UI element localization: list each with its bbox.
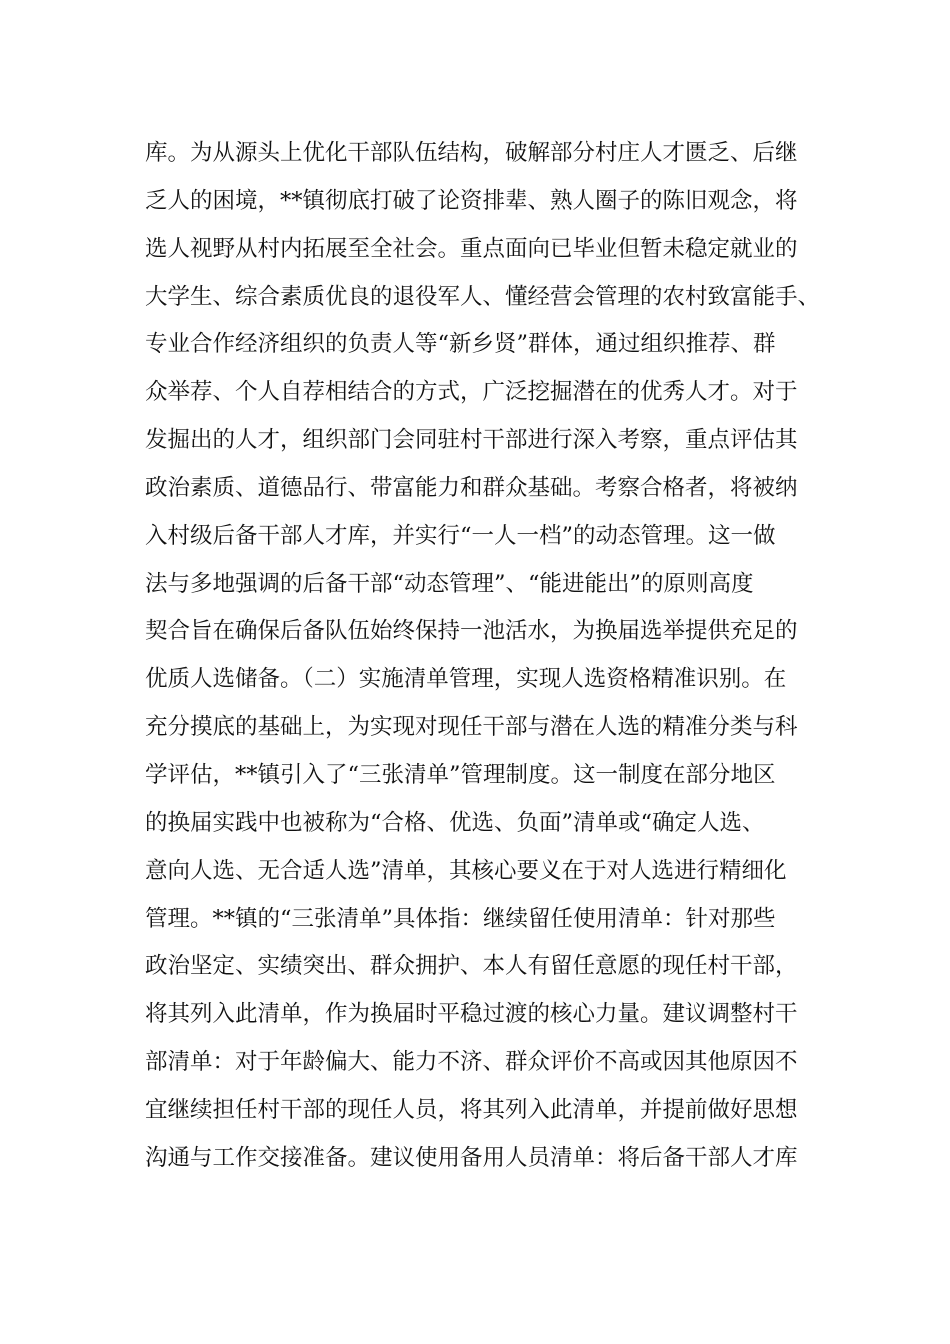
text-line-11: 契合旨在确保后备队伍始终保持一池活水，为换届选举提供充足的 bbox=[145, 618, 798, 645]
text-line-22: 沟通与工作交接准备。建议使用备用人员清单：将后备干部人才库 bbox=[145, 1144, 798, 1171]
text-line-15: 的换届实践中也被称为“合格、优选、负面”清单或“确定人选、 bbox=[145, 809, 765, 836]
text-line-2: 乏人的困境，**镇彻底打破了论资排辈、熟人圈子的陈旧观念，将 bbox=[145, 187, 798, 214]
text-line-5: 专业合作经济组织的负责人等“新乡贤”群体，通过组织推荐、群 bbox=[145, 331, 776, 358]
text-line-4: 大学生、综合素质优良的退役军人、懂经营会管理的农村致富能手、 bbox=[145, 283, 821, 310]
text-line-9: 入村级后备干部人才库，并实行“一人一档”的动态管理。这一做 bbox=[145, 522, 776, 549]
text-line-14: 学评估，**镇引入了“三张清单”管理制度。这一制度在部分地区 bbox=[145, 761, 776, 788]
text-line-18: 政治坚定、实绩突出、群众拥护、本人有留任意愿的现任村干部， bbox=[145, 953, 798, 980]
text-line-3: 选人视野从村内拓展至全社会。重点面向已毕业但暂未稳定就业的 bbox=[145, 235, 798, 262]
text-line-10: 法与多地强调的后备干部“动态管理”、“能进能出”的原则高度 bbox=[145, 570, 754, 597]
body-paragraph bbox=[145, 130, 825, 1183]
text-line-16: 意向人选、无合适人选”清单，其核心要义在于对人选进行精细化 bbox=[145, 857, 787, 884]
text-line-8: 政治素质、道德品行、带富能力和群众基础。考察合格者，将被纳 bbox=[145, 474, 798, 501]
text-line-12: 优质人选储备。（二）实施清单管理，实现人选资格精准识别。在 bbox=[145, 666, 787, 693]
text-line-20: 部清单：对于年龄偏大、能力不济、群众评价不高或因其他原因不 bbox=[145, 1049, 798, 1076]
text-line-21: 宜继续担任村干部的现任人员，将其列入此清单，并提前做好思想 bbox=[145, 1096, 798, 1123]
text-line-17: 管理。**镇的“三张清单”具体指：继续留任使用清单：针对那些 bbox=[145, 905, 776, 932]
text-line-1: 库。为从源头上优化干部队伍结构，破解部分村庄人才匮乏、后继 bbox=[145, 140, 798, 166]
text-line-6: 众举荐、个人自荐相结合的方式，广泛挖掘潜在的优秀人才。对于 bbox=[145, 379, 798, 406]
text-line-19: 将其列入此清单，作为换届时平稳过渡的核心力量。建议调整村干 bbox=[145, 1001, 798, 1028]
text-line-7: 发掘出的人才，组织部门会同驻村干部进行深入考察，重点评估其 bbox=[145, 427, 798, 454]
text-line-13: 充分摸底的基础上，为实现对现任干部与潜在人选的精准分类与科 bbox=[145, 714, 798, 741]
